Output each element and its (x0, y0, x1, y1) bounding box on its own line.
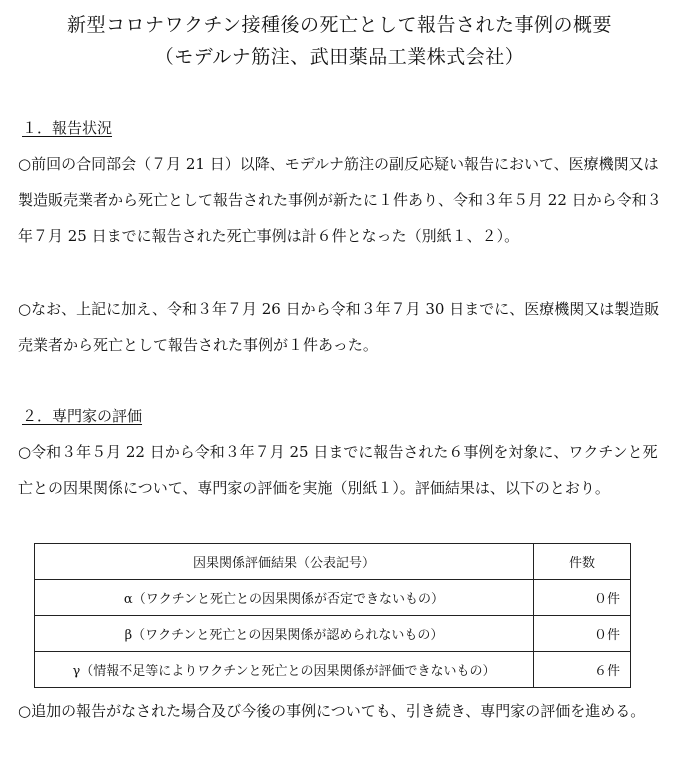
table-cell-category: β（ワクチンと死亡との因果関係が認められないもの） (35, 616, 534, 652)
table-header-row (35, 544, 631, 580)
paragraph-continued-evaluation: ○追加の報告がなされた場合及び今後の事例についても、引き続き、専門家の評価を進める。 (18, 702, 646, 720)
table-cell-category: α（ワクチンと死亡との因果関係が否定できないもの） (35, 580, 534, 616)
document-subtitle: （モデルナ筋注、武田薬品工業株式会社） (154, 46, 525, 68)
table-header-cell: 件数 (534, 544, 631, 580)
paragraph-expert-evaluation: ○令和３年５月 22 日から令和３年７月 25 日までに報告された６事例を対象に、ワクチンと死亡との因果関係について、専門家の評価を実施（別紙１）。評価結果は、以下のとおり。 (18, 443, 658, 498)
table-cell-count: ０件 (534, 616, 631, 652)
paragraph-report-status-2: ○なお、上記に加え、令和３年７月 26 日から令和３年７月 30 日までに、医療機関又は製造販売業者から死亡として報告された事例が１件あった。 (18, 300, 660, 355)
table-row (35, 652, 631, 688)
table-cell-category: γ（情報不足等によりワクチンと死亡との因果関係が評価できないもの） (35, 652, 534, 688)
table-row (35, 616, 631, 652)
table-header-cell: 因果関係評価結果（公表記号） (35, 544, 534, 580)
table-row (35, 580, 631, 616)
table-cell-count: ６件 (534, 652, 631, 688)
evaluation-result-table (34, 543, 631, 688)
document-title: 新型コロナワクチン接種後の死亡として報告された事例の概要 (66, 14, 613, 36)
section-heading-expert-evaluation: ２．専門家の評価 (22, 407, 143, 425)
table-cell-count: ０件 (534, 580, 631, 616)
section-heading-report-status: １．報告状況 (22, 119, 113, 137)
paragraph-report-status-1: ○前回の合同部会（７月 21 日）以降、モデルナ筋注の副反応疑い報告において、医療機関又は製造販売業者から死亡として報告された事例が新たに１件あり、令和３年５月 22 日から令和３年７月 25 日までに報告された死亡事例は計６件となった（別紙１、２）。 (18, 155, 662, 246)
